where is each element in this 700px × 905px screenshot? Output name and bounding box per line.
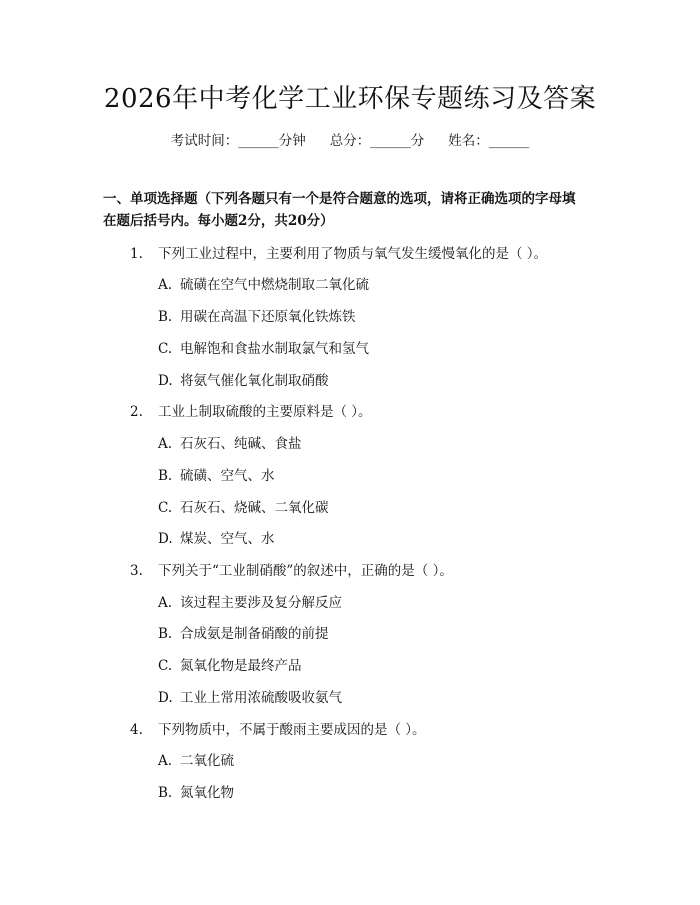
question-number: 4. xyxy=(130,722,143,738)
option-letter: D. xyxy=(158,531,173,547)
option-letter: B. xyxy=(158,468,173,484)
option-letter: B. xyxy=(158,626,173,642)
page-title: 2026年中考化学工业环保专题练习及答案 xyxy=(103,84,597,114)
option-text: 氮氧化物 xyxy=(180,785,234,801)
option-1b xyxy=(158,307,578,327)
option-text: 煤炭、空气、水 xyxy=(180,531,275,547)
option-letter: C. xyxy=(158,658,173,674)
option-4a xyxy=(158,751,578,771)
question-text: 下列物质中，不属于酸雨主要成因的是（ ）。 xyxy=(158,722,426,738)
option-letter: A. xyxy=(158,436,173,452)
option-text: 氮氧化物是最终产品 xyxy=(180,658,302,674)
section-heading-line2: 在题后括号内。每小题2分，共20分） xyxy=(103,213,334,229)
option-1d xyxy=(158,371,578,391)
option-2b xyxy=(158,466,578,486)
option-text: 硫磺在空气中燃烧制取二氧化硫 xyxy=(180,277,369,293)
option-text: 工业上常用浓硫酸吸收氨气 xyxy=(180,690,342,706)
question-text: 下列关于“工业制硝酸”的叙述中，正确的是（ ）。 xyxy=(158,563,453,579)
total-score-field: 总分：______分 xyxy=(329,133,425,149)
exam-info-line xyxy=(0,131,700,151)
option-letter: C. xyxy=(158,341,173,357)
option-text: 石灰石、烧碱、二氧化碳 xyxy=(180,500,329,516)
exam-time-field: 考试时间：______分钟 xyxy=(170,133,306,149)
option-text: 用碳在高温下还原氧化铁炼铁 xyxy=(180,309,356,325)
question-3 xyxy=(130,561,590,581)
option-letter: B. xyxy=(158,785,173,801)
option-text: 合成氨是制备硝酸的前提 xyxy=(180,626,329,642)
option-3c xyxy=(158,656,578,676)
option-letter: B. xyxy=(158,309,173,325)
option-3b xyxy=(158,624,578,644)
option-letter: A. xyxy=(158,595,173,611)
option-letter: C. xyxy=(158,500,173,516)
student-name-field: 姓名：______ xyxy=(448,133,530,149)
option-text: 电解饱和食盐水制取氯气和氢气 xyxy=(180,341,369,357)
question-number: 3. xyxy=(130,563,143,579)
option-text: 石灰石、纯碱、食盐 xyxy=(180,436,302,452)
option-3a xyxy=(158,593,578,613)
question-2 xyxy=(130,402,590,422)
option-2a xyxy=(158,434,578,454)
section-heading xyxy=(103,188,603,232)
question-number: 1. xyxy=(130,246,143,262)
question-1 xyxy=(130,244,590,264)
option-3d xyxy=(158,688,578,708)
question-4 xyxy=(130,720,590,740)
option-letter: A. xyxy=(158,277,173,293)
question-text: 工业上制取硫酸的主要原料是（ ）。 xyxy=(158,404,372,420)
option-text: 该过程主要涉及复分解反应 xyxy=(180,595,342,611)
option-1a xyxy=(158,275,578,295)
question-number: 2. xyxy=(130,404,143,420)
question-text: 下列工业过程中，主要利用了物质与氧气发生缓慢氧化的是（ ）。 xyxy=(158,246,548,262)
option-2c xyxy=(158,498,578,518)
option-text: 二氧化硫 xyxy=(180,753,234,769)
option-text: 将氨气催化氧化制取硝酸 xyxy=(180,373,329,389)
option-2d xyxy=(158,529,578,549)
option-letter: D. xyxy=(158,690,173,706)
option-text: 硫磺、空气、水 xyxy=(180,468,275,484)
option-1c xyxy=(158,339,578,359)
option-4b xyxy=(158,783,578,803)
option-letter: A. xyxy=(158,753,173,769)
option-letter: D. xyxy=(158,373,173,389)
section-heading-line1: 一、单项选择题（下列各题只有一个是符合题意的选项，请将正确选项的字母填 xyxy=(103,191,576,207)
